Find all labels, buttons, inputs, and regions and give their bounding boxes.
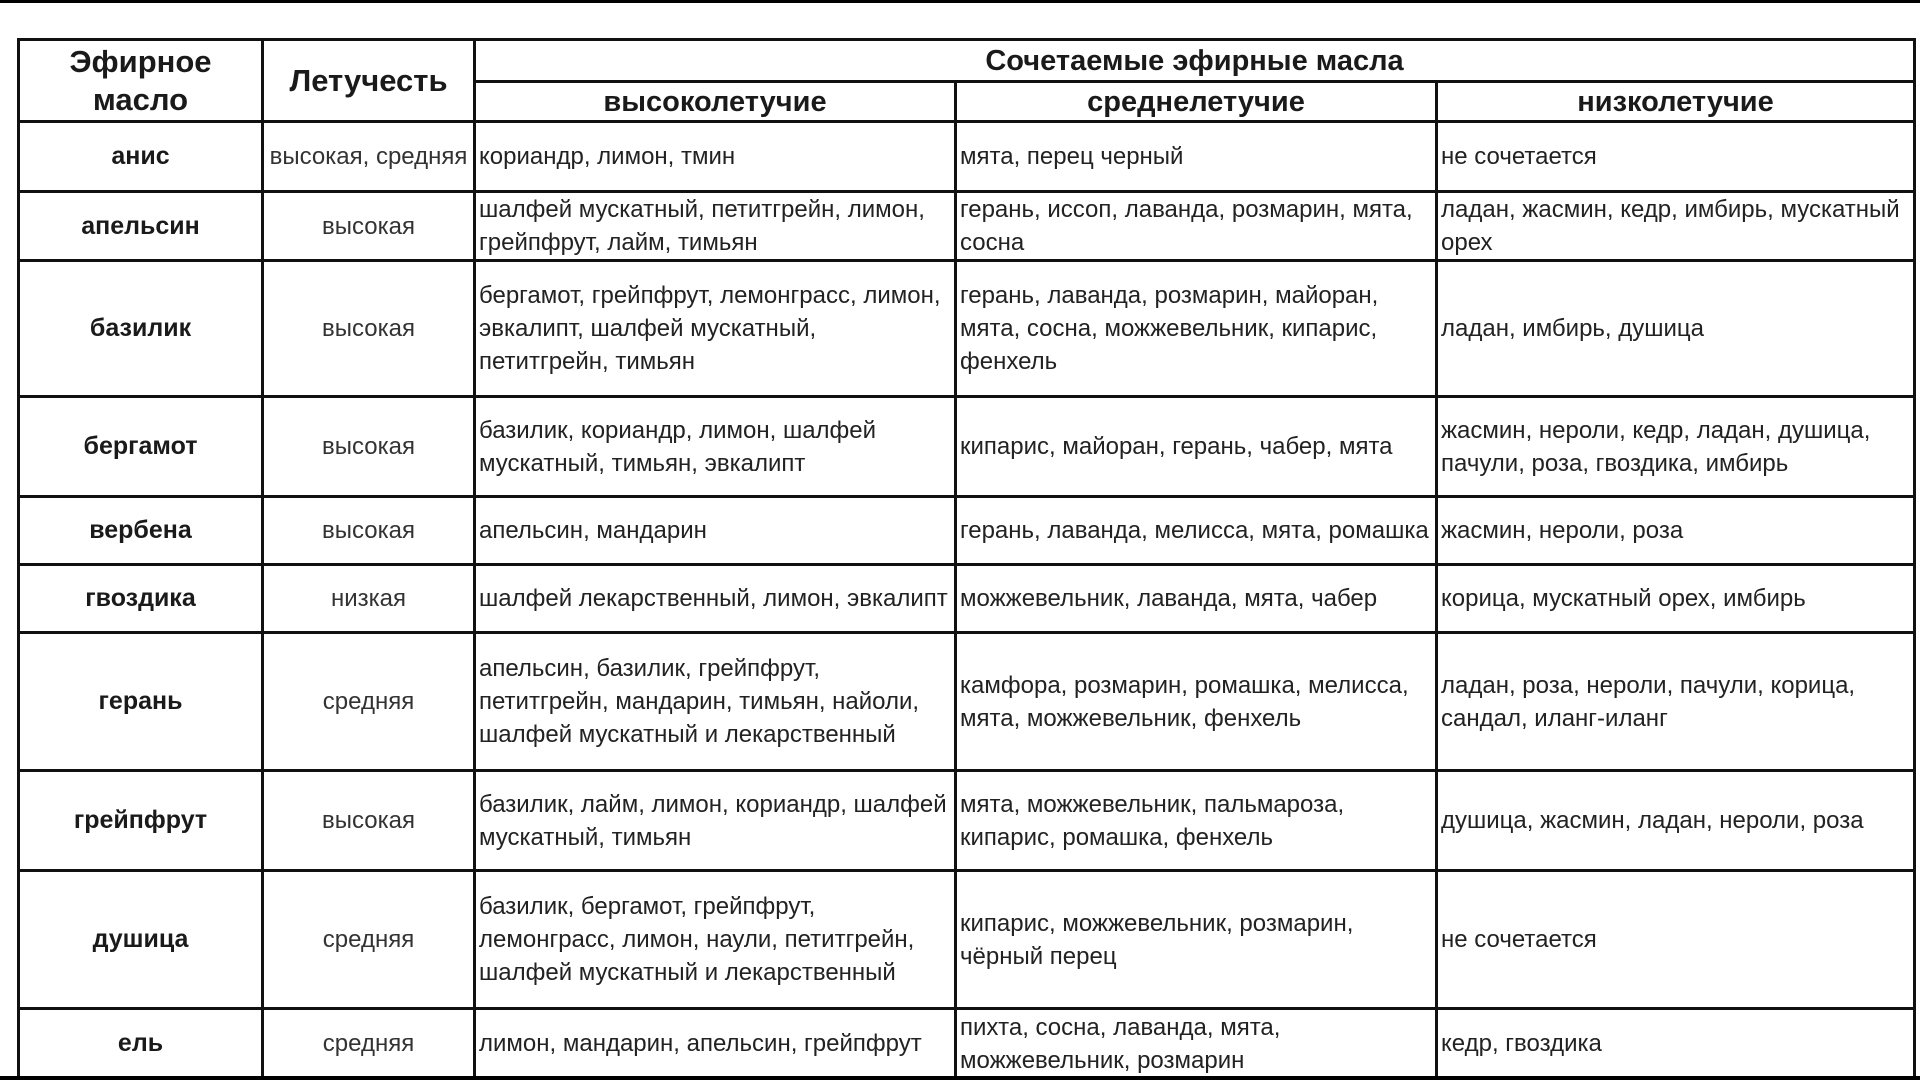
oil-name: герань: [19, 633, 263, 771]
oil-name: гвоздика: [19, 565, 263, 633]
combo-high: апельсин, базилик, грейпфрут, петитгрейн, мандарин, тимьян, найоли, шалфей мускатный и лекарственный: [475, 633, 956, 771]
oil-name: душица: [19, 871, 263, 1009]
combo-high: шалфей мускатный, петитгрейн, лимон, грейпфрут, лайм, тимьян: [475, 192, 956, 261]
combo-low: ладан, имбирь, душица: [1437, 261, 1915, 397]
table-row: [19, 122, 1915, 192]
combo-high: базилик, кориандр, лимон, шалфей мускатный, тимьян, эвкалипт: [475, 397, 956, 497]
oil-volatility: высокая: [263, 192, 475, 261]
combo-low: душица, жасмин, ладан, нероли, роза: [1437, 771, 1915, 871]
oil-volatility: высокая: [263, 497, 475, 565]
header-combinable: Сочетаемые эфирные масла: [475, 40, 1915, 82]
oil-volatility: высокая: [263, 397, 475, 497]
combo-low: не сочетается: [1437, 871, 1915, 1009]
oil-volatility: средняя: [263, 633, 475, 771]
combo-high: базилик, лайм, лимон, кориандр, шалфей мускатный, тимьян: [475, 771, 956, 871]
combo-medium: пихта, сосна, лаванда, мята, можжевельник, розмарин: [956, 1009, 1437, 1079]
table-row: [19, 192, 1915, 261]
table-row: [19, 771, 1915, 871]
combo-low: жасмин, нероли, кедр, ладан, душица, пачули, роза, гвоздика, имбирь: [1437, 397, 1915, 497]
table-row: [19, 397, 1915, 497]
header-oil: Эфирное масло: [19, 40, 263, 122]
oil-volatility: средняя: [263, 1009, 475, 1079]
combo-medium: можжевельник, лаванда, мята, чабер: [956, 565, 1437, 633]
oil-volatility: высокая: [263, 261, 475, 397]
combo-medium: мята, перец черный: [956, 122, 1437, 192]
combo-high: лимон, мандарин, апельсин, грейпфрут: [475, 1009, 956, 1079]
oil-name: ель: [19, 1009, 263, 1079]
combo-medium: кипарис, можжевельник, розмарин, чёрный перец: [956, 871, 1437, 1009]
combo-low: кедр, гвоздика: [1437, 1009, 1915, 1079]
essential-oils-table: [17, 38, 1916, 1080]
oil-volatility: высокая, средняя: [263, 122, 475, 192]
combo-low: ладан, жасмин, кедр, имбирь, мускатный орех: [1437, 192, 1915, 261]
combo-medium: герань, иссоп, лаванда, розмарин, мята, сосна: [956, 192, 1437, 261]
oil-name: базилик: [19, 261, 263, 397]
header-high: высоколетучие: [475, 82, 956, 122]
oil-name: бергамот: [19, 397, 263, 497]
top-border: [0, 0, 1920, 3]
header-volatility: Летучесть: [263, 40, 475, 122]
oil-name: грейпфрут: [19, 771, 263, 871]
table-row: [19, 633, 1915, 771]
combo-low: ладан, роза, нероли, пачули, корица, сандал, иланг-иланг: [1437, 633, 1915, 771]
oil-name: вербена: [19, 497, 263, 565]
oil-volatility: средняя: [263, 871, 475, 1009]
oil-volatility: низкая: [263, 565, 475, 633]
combo-high: бергамот, грейпфрут, лемонграсс, лимон, эвкалипт, шалфей мускатный, петитгрейн, тимьян: [475, 261, 956, 397]
header-low: низколетучие: [1437, 82, 1915, 122]
combo-high: кориандр, лимон, тмин: [475, 122, 956, 192]
table-row: [19, 261, 1915, 397]
combo-medium: камфора, розмарин, ромашка, мелисса, мята, можжевельник, фенхель: [956, 633, 1437, 771]
combo-low: не сочетается: [1437, 122, 1915, 192]
combo-low: жасмин, нероли, роза: [1437, 497, 1915, 565]
combo-medium: герань, лаванда, мелисса, мята, ромашка: [956, 497, 1437, 565]
oil-volatility: высокая: [263, 771, 475, 871]
combo-medium: мята, можжевельник, пальмароза, кипарис, ромашка, фенхель: [956, 771, 1437, 871]
combo-medium: кипарис, майоран, герань, чабер, мята: [956, 397, 1437, 497]
table-row: [19, 565, 1915, 633]
table-row: [19, 871, 1915, 1009]
table-row: [19, 1009, 1915, 1079]
combo-medium: герань, лаванда, розмарин, майоран, мята, сосна, можжевельник, кипарис, фенхель: [956, 261, 1437, 397]
bottom-border: [0, 1076, 1920, 1080]
combo-high: базилик, бергамот, грейпфрут, лемонграсс, лимон, наули, петитгрейн, шалфей мускатный и лекарственный: [475, 871, 956, 1009]
combo-low: корица, мускатный орех, имбирь: [1437, 565, 1915, 633]
table-row: [19, 497, 1915, 565]
oil-name: анис: [19, 122, 263, 192]
combo-high: апельсин, мандарин: [475, 497, 956, 565]
header-medium: среднелетучие: [956, 82, 1437, 122]
combo-high: шалфей лекарственный, лимон, эвкалипт: [475, 565, 956, 633]
oil-name: апельсин: [19, 192, 263, 261]
